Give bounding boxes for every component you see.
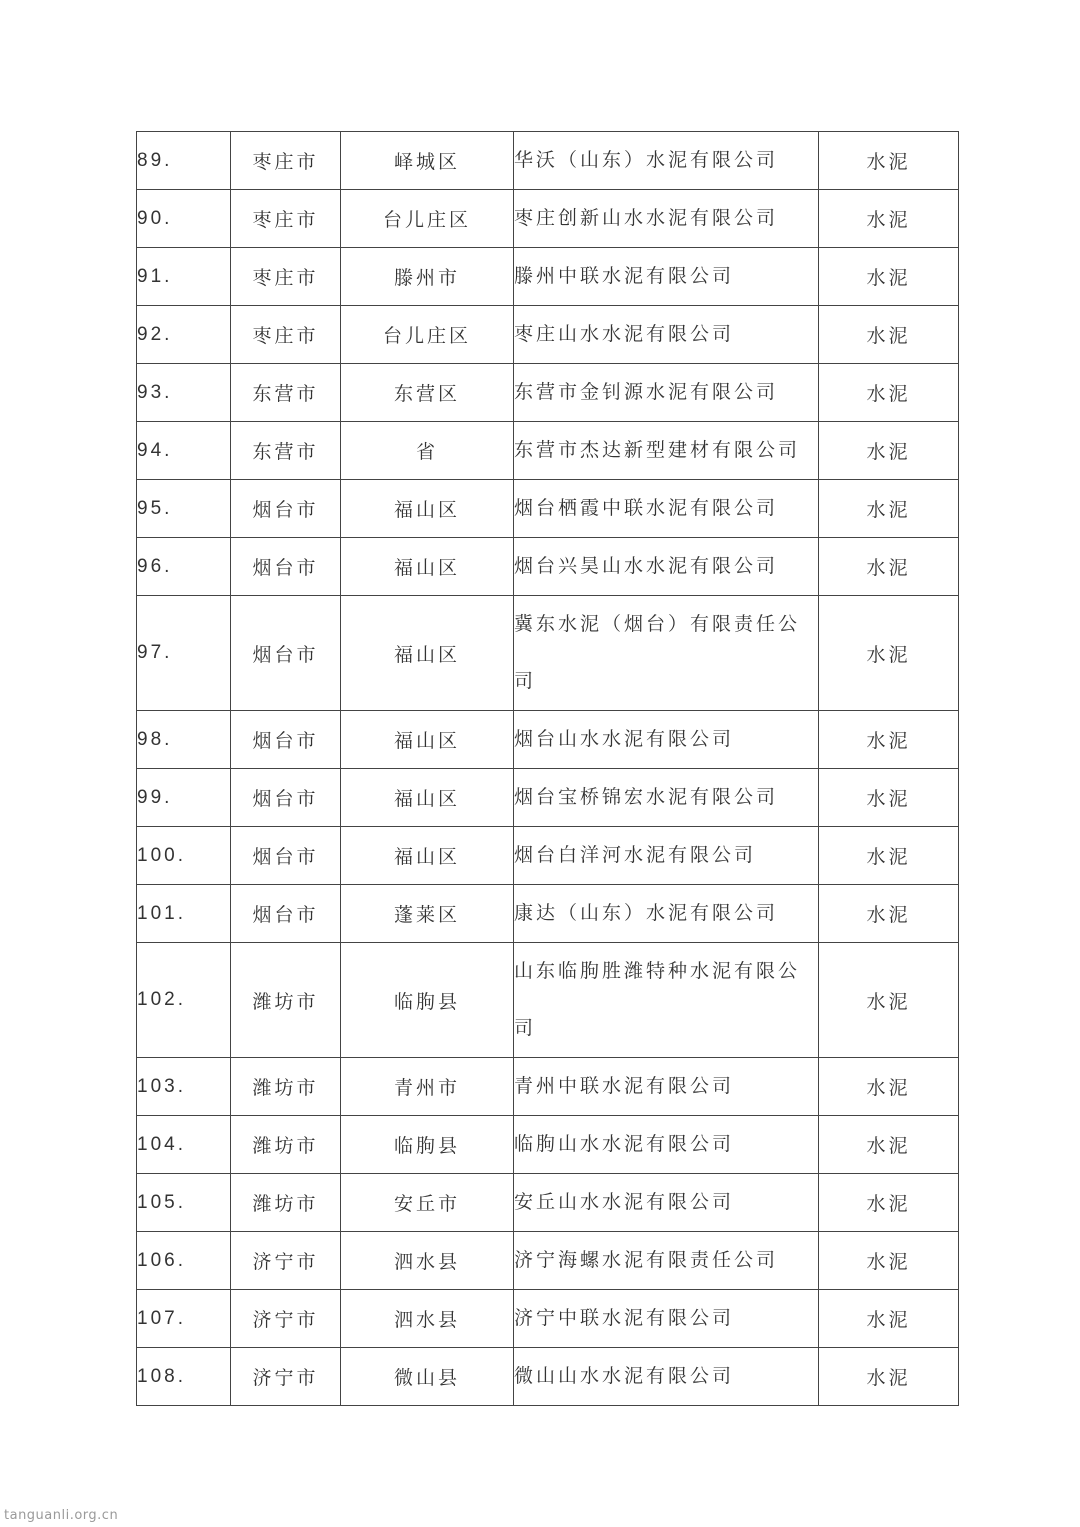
row-number-cell: 98. bbox=[137, 711, 231, 769]
table-row bbox=[137, 132, 959, 190]
table-row bbox=[137, 1290, 959, 1348]
enterprise-table bbox=[136, 131, 959, 1406]
table-row bbox=[137, 306, 959, 364]
district-cell: 临朐县 bbox=[341, 1116, 514, 1174]
row-number-cell: 90. bbox=[137, 190, 231, 248]
industry-type-cell: 水泥 bbox=[819, 1058, 959, 1116]
row-number-cell: 89. bbox=[137, 132, 231, 190]
row-number-cell: 96. bbox=[137, 538, 231, 596]
district-cell: 东营区 bbox=[341, 364, 514, 422]
row-number-cell: 102. bbox=[137, 943, 231, 1058]
district-cell: 泗水县 bbox=[341, 1232, 514, 1290]
table-row bbox=[137, 596, 959, 711]
table-row bbox=[137, 943, 959, 1058]
district-cell: 台儿庄区 bbox=[341, 306, 514, 364]
industry-type-cell: 水泥 bbox=[819, 538, 959, 596]
table-row bbox=[137, 480, 959, 538]
row-number-cell: 93. bbox=[137, 364, 231, 422]
row-number-cell: 99. bbox=[137, 769, 231, 827]
table-row bbox=[137, 1058, 959, 1116]
company-cell: 临朐山水水泥有限公司 bbox=[514, 1116, 819, 1174]
district-cell: 蓬莱区 bbox=[341, 885, 514, 943]
industry-type-cell: 水泥 bbox=[819, 364, 959, 422]
district-cell: 福山区 bbox=[341, 769, 514, 827]
district-cell: 福山区 bbox=[341, 711, 514, 769]
row-number-cell: 101. bbox=[137, 885, 231, 943]
company-cell: 东营市金钊源水泥有限公司 bbox=[514, 364, 819, 422]
city-cell: 枣庄市 bbox=[231, 248, 341, 306]
company-cell: 山东临朐胜潍特种水泥有限公司 bbox=[514, 943, 819, 1058]
industry-type-cell: 水泥 bbox=[819, 1232, 959, 1290]
district-cell: 福山区 bbox=[341, 538, 514, 596]
table-row bbox=[137, 769, 959, 827]
city-cell: 济宁市 bbox=[231, 1290, 341, 1348]
table-row bbox=[137, 190, 959, 248]
industry-type-cell: 水泥 bbox=[819, 769, 959, 827]
table-row bbox=[137, 364, 959, 422]
city-cell: 枣庄市 bbox=[231, 190, 341, 248]
table-row bbox=[137, 711, 959, 769]
table-row bbox=[137, 1348, 959, 1406]
company-cell: 枣庄山水水泥有限公司 bbox=[514, 306, 819, 364]
city-cell: 烟台市 bbox=[231, 885, 341, 943]
table-row bbox=[137, 885, 959, 943]
table-row bbox=[137, 1232, 959, 1290]
city-cell: 枣庄市 bbox=[231, 306, 341, 364]
row-number-cell: 95. bbox=[137, 480, 231, 538]
row-number-cell: 108. bbox=[137, 1348, 231, 1406]
table-row bbox=[137, 538, 959, 596]
company-cell: 微山山水水泥有限公司 bbox=[514, 1348, 819, 1406]
city-cell: 烟台市 bbox=[231, 711, 341, 769]
company-cell: 济宁中联水泥有限公司 bbox=[514, 1290, 819, 1348]
district-cell: 临朐县 bbox=[341, 943, 514, 1058]
district-cell: 泗水县 bbox=[341, 1290, 514, 1348]
district-cell: 峄城区 bbox=[341, 132, 514, 190]
company-cell: 安丘山水水泥有限公司 bbox=[514, 1174, 819, 1232]
row-number-cell: 103. bbox=[137, 1058, 231, 1116]
industry-type-cell: 水泥 bbox=[819, 827, 959, 885]
city-cell: 烟台市 bbox=[231, 769, 341, 827]
industry-type-cell: 水泥 bbox=[819, 885, 959, 943]
company-cell: 滕州中联水泥有限公司 bbox=[514, 248, 819, 306]
industry-type-cell: 水泥 bbox=[819, 132, 959, 190]
city-cell: 东营市 bbox=[231, 364, 341, 422]
company-cell: 烟台宝桥锦宏水泥有限公司 bbox=[514, 769, 819, 827]
industry-type-cell: 水泥 bbox=[819, 1348, 959, 1406]
district-cell: 省 bbox=[341, 422, 514, 480]
company-cell: 烟台栖霞中联水泥有限公司 bbox=[514, 480, 819, 538]
city-cell: 东营市 bbox=[231, 422, 341, 480]
city-cell: 枣庄市 bbox=[231, 132, 341, 190]
watermark-text: tanguanli.org.cn bbox=[4, 1508, 119, 1523]
district-cell: 福山区 bbox=[341, 480, 514, 538]
industry-type-cell: 水泥 bbox=[819, 711, 959, 769]
district-cell: 微山县 bbox=[341, 1348, 514, 1406]
industry-type-cell: 水泥 bbox=[819, 306, 959, 364]
industry-type-cell: 水泥 bbox=[819, 480, 959, 538]
industry-type-cell: 水泥 bbox=[819, 596, 959, 711]
table-row bbox=[137, 1116, 959, 1174]
city-cell: 烟台市 bbox=[231, 480, 341, 538]
district-cell: 福山区 bbox=[341, 596, 514, 711]
city-cell: 济宁市 bbox=[231, 1348, 341, 1406]
district-cell: 安丘市 bbox=[341, 1174, 514, 1232]
company-cell: 青州中联水泥有限公司 bbox=[514, 1058, 819, 1116]
row-number-cell: 100. bbox=[137, 827, 231, 885]
city-cell: 济宁市 bbox=[231, 1232, 341, 1290]
industry-type-cell: 水泥 bbox=[819, 1174, 959, 1232]
table-row bbox=[137, 422, 959, 480]
row-number-cell: 97. bbox=[137, 596, 231, 711]
row-number-cell: 105. bbox=[137, 1174, 231, 1232]
company-cell: 烟台兴昊山水水泥有限公司 bbox=[514, 538, 819, 596]
city-cell: 潍坊市 bbox=[231, 1058, 341, 1116]
company-cell: 康达（山东）水泥有限公司 bbox=[514, 885, 819, 943]
table-row bbox=[137, 827, 959, 885]
city-cell: 潍坊市 bbox=[231, 943, 341, 1058]
company-cell: 烟台白洋河水泥有限公司 bbox=[514, 827, 819, 885]
row-number-cell: 92. bbox=[137, 306, 231, 364]
row-number-cell: 106. bbox=[137, 1232, 231, 1290]
table-body bbox=[137, 132, 959, 1406]
city-cell: 烟台市 bbox=[231, 827, 341, 885]
company-cell: 济宁海螺水泥有限责任公司 bbox=[514, 1232, 819, 1290]
row-number-cell: 94. bbox=[137, 422, 231, 480]
district-cell: 青州市 bbox=[341, 1058, 514, 1116]
industry-type-cell: 水泥 bbox=[819, 1290, 959, 1348]
company-cell: 烟台山水水泥有限公司 bbox=[514, 711, 819, 769]
industry-type-cell: 水泥 bbox=[819, 190, 959, 248]
table-row bbox=[137, 1174, 959, 1232]
company-cell: 冀东水泥（烟台）有限责任公司 bbox=[514, 596, 819, 711]
row-number-cell: 91. bbox=[137, 248, 231, 306]
industry-type-cell: 水泥 bbox=[819, 1116, 959, 1174]
district-cell: 滕州市 bbox=[341, 248, 514, 306]
city-cell: 潍坊市 bbox=[231, 1174, 341, 1232]
company-cell: 枣庄创新山水水泥有限公司 bbox=[514, 190, 819, 248]
city-cell: 潍坊市 bbox=[231, 1116, 341, 1174]
city-cell: 烟台市 bbox=[231, 538, 341, 596]
industry-type-cell: 水泥 bbox=[819, 422, 959, 480]
city-cell: 烟台市 bbox=[231, 596, 341, 711]
row-number-cell: 107. bbox=[137, 1290, 231, 1348]
row-number-cell: 104. bbox=[137, 1116, 231, 1174]
industry-type-cell: 水泥 bbox=[819, 248, 959, 306]
district-cell: 福山区 bbox=[341, 827, 514, 885]
company-cell: 东营市杰达新型建材有限公司 bbox=[514, 422, 819, 480]
company-cell: 华沃（山东）水泥有限公司 bbox=[514, 132, 819, 190]
industry-type-cell: 水泥 bbox=[819, 943, 959, 1058]
table-row bbox=[137, 248, 959, 306]
district-cell: 台儿庄区 bbox=[341, 190, 514, 248]
